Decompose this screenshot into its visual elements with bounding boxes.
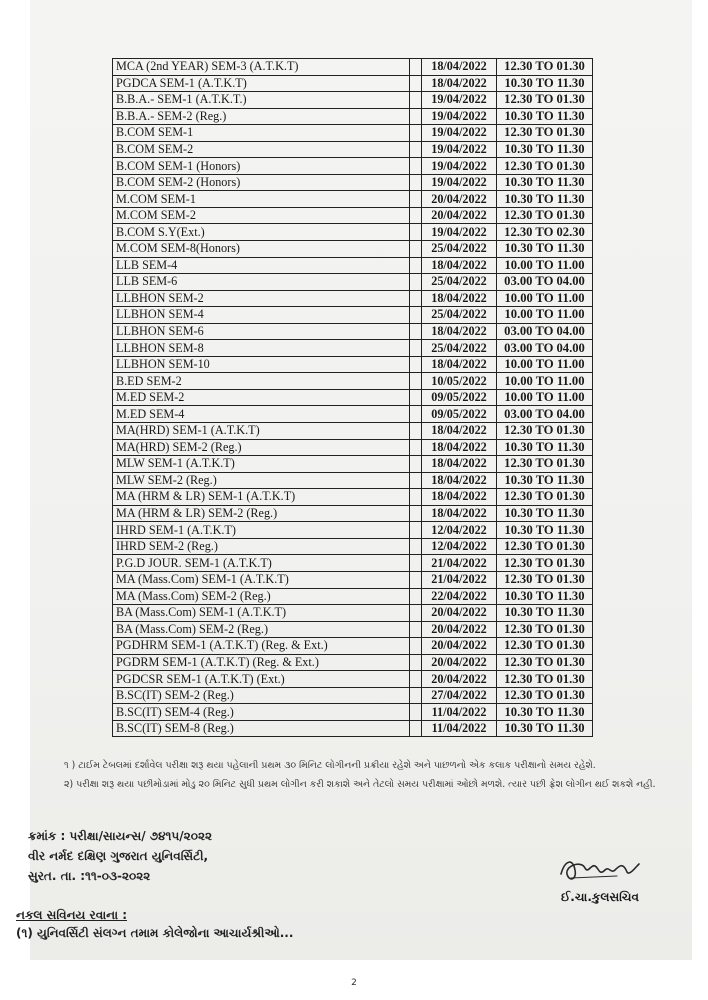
table-row [113, 356, 593, 373]
signature-icon [555, 852, 645, 886]
exam-date: 18/04/2022 [422, 257, 497, 274]
course-name: MLW SEM-2 (Reg.) [113, 472, 410, 489]
exam-time: 12.30 TO 01.30 [497, 489, 593, 506]
note-2: ૨) પરીક્ષા શરૂ થયા પછીમોડામાં મોડુ ૨૦ મિનિટ સુધી પ્રથમ લોગીન કરી શકાશે અને તેટલો સમય પરીક્ષામાં ઓછો મળશે. ત્યાર પછી ફ્રેશ લોગીન થઈ શકશે નહી. [64, 779, 656, 790]
column-spacer [410, 108, 422, 125]
exam-time: 10.30 TO 11.30 [497, 108, 593, 125]
exam-time: 10.30 TO 11.30 [497, 588, 593, 605]
table-row [113, 704, 593, 721]
exam-time: 10.30 TO 11.30 [497, 605, 593, 622]
exam-time: 10.00 TO 11.00 [497, 290, 593, 307]
column-spacer [410, 555, 422, 572]
exam-time: 12.30 TO 01.30 [497, 125, 593, 142]
course-name: IHRD SEM-2 (Reg.) [113, 538, 410, 555]
exam-date: 25/04/2022 [422, 307, 497, 324]
table-row [113, 340, 593, 357]
column-spacer [410, 59, 422, 76]
table-row [113, 687, 593, 704]
course-name: IHRD SEM-1 (A.T.K.T) [113, 522, 410, 539]
column-spacer [410, 373, 422, 390]
column-spacer [410, 538, 422, 555]
exam-date: 18/04/2022 [422, 489, 497, 506]
exam-time: 10.30 TO 11.30 [497, 174, 593, 191]
exam-time: 03.00 TO 04.00 [497, 406, 593, 423]
exam-time: 10.30 TO 11.30 [497, 75, 593, 92]
exam-time: 12.30 TO 01.30 [497, 207, 593, 224]
exam-date: 19/04/2022 [422, 224, 497, 241]
column-spacer [410, 704, 422, 721]
table-row [113, 158, 593, 175]
exam-date: 18/04/2022 [422, 439, 497, 456]
exam-date: 20/04/2022 [422, 621, 497, 638]
course-name: P.G.D JOUR. SEM-1 (A.T.K.T) [113, 555, 410, 572]
table-row [113, 522, 593, 539]
table-row [113, 174, 593, 191]
table-row [113, 489, 593, 506]
exam-time: 12.30 TO 01.30 [497, 538, 593, 555]
reference-block [28, 826, 212, 886]
exam-date: 25/04/2022 [422, 274, 497, 291]
exam-time: 12.30 TO 01.30 [497, 654, 593, 671]
table-row [113, 389, 593, 406]
exam-time: 12.30 TO 01.30 [497, 59, 593, 76]
exam-date: 21/04/2022 [422, 555, 497, 572]
exam-time: 10.00 TO 11.00 [497, 257, 593, 274]
course-name: B.COM SEM-1 (Honors) [113, 158, 410, 175]
exam-date: 18/04/2022 [422, 75, 497, 92]
exam-date: 18/04/2022 [422, 472, 497, 489]
column-spacer [410, 125, 422, 142]
course-name: PGDRM SEM-1 (A.T.K.T) (Reg. & Ext.) [113, 654, 410, 671]
table-row [113, 207, 593, 224]
course-name: PGDCSR SEM-1 (A.T.K.T) (Ext.) [113, 671, 410, 688]
exam-time: 12.30 TO 01.30 [497, 571, 593, 588]
exam-date: 20/04/2022 [422, 605, 497, 622]
exam-date: 18/04/2022 [422, 356, 497, 373]
table-row [113, 224, 593, 241]
table-row [113, 191, 593, 208]
exam-date: 20/04/2022 [422, 638, 497, 655]
exam-date: 19/04/2022 [422, 108, 497, 125]
exam-date: 19/04/2022 [422, 158, 497, 175]
copy-to-block [16, 906, 293, 942]
table-row [113, 538, 593, 555]
exam-time: 03.00 TO 04.00 [497, 323, 593, 340]
exam-time: 10.00 TO 11.00 [497, 389, 593, 406]
exam-date: 18/04/2022 [422, 59, 497, 76]
course-name: M.ED SEM-4 [113, 406, 410, 423]
exam-time: 12.30 TO 01.30 [497, 687, 593, 704]
course-name: BA (Mass.Com) SEM-1 (A.T.K.T) [113, 605, 410, 622]
column-spacer [410, 356, 422, 373]
column-spacer [410, 654, 422, 671]
table-row [113, 141, 593, 158]
course-name: MLW SEM-1 (A.T.K.T) [113, 456, 410, 473]
column-spacer [410, 406, 422, 423]
column-spacer [410, 191, 422, 208]
exam-time: 03.00 TO 04.00 [497, 340, 593, 357]
table-row [113, 654, 593, 671]
table-row [113, 720, 593, 737]
table-row [113, 571, 593, 588]
table-row [113, 290, 593, 307]
column-spacer [410, 505, 422, 522]
column-spacer [410, 141, 422, 158]
exam-time: 12.30 TO 01.30 [497, 555, 593, 572]
column-spacer [410, 207, 422, 224]
column-spacer [410, 274, 422, 291]
exam-time: 10.30 TO 11.30 [497, 439, 593, 456]
table-row [113, 588, 593, 605]
course-name: B.SC(IT) SEM-2 (Reg.) [113, 687, 410, 704]
table-row [113, 323, 593, 340]
course-name: MA(HRD) SEM-2 (Reg.) [113, 439, 410, 456]
column-spacer [410, 307, 422, 324]
column-spacer [410, 290, 422, 307]
table-row [113, 555, 593, 572]
column-spacer [410, 571, 422, 588]
exam-date: 11/04/2022 [422, 720, 497, 737]
table-row [113, 456, 593, 473]
column-spacer [410, 456, 422, 473]
exam-time: 03.00 TO 04.00 [497, 274, 593, 291]
course-name: MA (Mass.Com) SEM-1 (A.T.K.T) [113, 571, 410, 588]
course-name: B.B.A.- SEM-2 (Reg.) [113, 108, 410, 125]
exam-time: 12.30 TO 01.30 [497, 158, 593, 175]
course-name: PGDCA SEM-1 (A.T.K.T) [113, 75, 410, 92]
exam-date: 18/04/2022 [422, 456, 497, 473]
exam-time: 12.30 TO 01.30 [497, 92, 593, 109]
column-spacer [410, 621, 422, 638]
course-name: M.COM SEM-8(Honors) [113, 241, 410, 258]
exam-date: 19/04/2022 [422, 174, 497, 191]
table-row [113, 92, 593, 109]
exam-date: 18/04/2022 [422, 505, 497, 522]
column-spacer [410, 720, 422, 737]
table-row [113, 75, 593, 92]
course-name: M.COM SEM-2 [113, 207, 410, 224]
course-name: LLB SEM-6 [113, 274, 410, 291]
exam-date: 25/04/2022 [422, 241, 497, 258]
exam-time: 12.30 TO 01.30 [497, 621, 593, 638]
exam-date: 11/04/2022 [422, 704, 497, 721]
table-row [113, 638, 593, 655]
exam-date: 27/04/2022 [422, 687, 497, 704]
column-spacer [410, 224, 422, 241]
signatory-title: ઈ.ચા.કુલસચિવ [561, 890, 639, 904]
course-name: PGDHRM SEM-1 (A.T.K.T) (Reg. & Ext.) [113, 638, 410, 655]
exam-date: 20/04/2022 [422, 191, 497, 208]
table-row [113, 423, 593, 440]
exam-time: 12.30 TO 01.30 [497, 671, 593, 688]
exam-date: 18/04/2022 [422, 290, 497, 307]
course-name: B.COM S.Y(Ext.) [113, 224, 410, 241]
column-spacer [410, 241, 422, 258]
reference-number: ક્રમાંક : પરીક્ષા/સાયન્સ/ ૭૪૧૫/૨૦૨૨ [28, 829, 213, 843]
course-name: LLB SEM-4 [113, 257, 410, 274]
column-spacer [410, 389, 422, 406]
exam-time: 10.30 TO 11.30 [497, 720, 593, 737]
page-number: 2 [351, 978, 357, 988]
column-spacer [410, 439, 422, 456]
course-name: B.B.A.- SEM-1 (A.T.K.T.) [113, 92, 410, 109]
exam-date: 20/04/2022 [422, 654, 497, 671]
course-name: B.COM SEM-1 [113, 125, 410, 142]
course-name: LLBHON SEM-4 [113, 307, 410, 324]
exam-date: 09/05/2022 [422, 406, 497, 423]
exam-time: 10.30 TO 11.30 [497, 191, 593, 208]
exam-date: 20/04/2022 [422, 671, 497, 688]
column-spacer [410, 158, 422, 175]
table-row [113, 274, 593, 291]
column-spacer [410, 92, 422, 109]
table-row [113, 257, 593, 274]
course-name: MA (HRM & LR) SEM-1 (A.T.K.T) [113, 489, 410, 506]
column-spacer [410, 522, 422, 539]
exam-date: 12/04/2022 [422, 538, 497, 555]
exam-date: 12/04/2022 [422, 522, 497, 539]
exam-date: 18/04/2022 [422, 423, 497, 440]
table-row [113, 505, 593, 522]
table-row [113, 373, 593, 390]
column-spacer [410, 605, 422, 622]
exam-time: 10.30 TO 11.30 [497, 505, 593, 522]
exam-date: 18/04/2022 [422, 323, 497, 340]
exam-notes [64, 758, 684, 796]
column-spacer [410, 687, 422, 704]
course-name: BA (Mass.Com) SEM-2 (Reg.) [113, 621, 410, 638]
exam-date: 20/04/2022 [422, 207, 497, 224]
column-spacer [410, 75, 422, 92]
course-name: B.COM SEM-2 [113, 141, 410, 158]
exam-date: 19/04/2022 [422, 125, 497, 142]
course-name: B.COM SEM-2 (Honors) [113, 174, 410, 191]
column-spacer [410, 588, 422, 605]
course-name: MCA (2nd YEAR) SEM-3 (A.T.K.T) [113, 59, 410, 76]
exam-time: 10.00 TO 11.00 [497, 307, 593, 324]
exam-time: 10.30 TO 11.30 [497, 141, 593, 158]
exam-time: 10.30 TO 11.30 [497, 522, 593, 539]
exam-time: 10.30 TO 11.30 [497, 472, 593, 489]
reference-date: સુરત. તા. :૧૧-૦૩-૨૦૨૨ [28, 869, 151, 883]
exam-date: 19/04/2022 [422, 92, 497, 109]
university-name: વીર નર્મદ દક્ષિણ ગુજરાત યુનિવર્સિટી, [28, 849, 209, 863]
exam-date: 25/04/2022 [422, 340, 497, 357]
column-spacer [410, 323, 422, 340]
table-row [113, 605, 593, 622]
course-name: MA (HRM & LR) SEM-2 (Reg.) [113, 505, 410, 522]
column-spacer [410, 257, 422, 274]
column-spacer [410, 340, 422, 357]
table-row [113, 59, 593, 76]
course-name: B.ED SEM-2 [113, 373, 410, 390]
table-row [113, 472, 593, 489]
course-name: M.COM SEM-1 [113, 191, 410, 208]
column-spacer [410, 671, 422, 688]
course-name: MA (Mass.Com) SEM-2 (Reg.) [113, 588, 410, 605]
column-spacer [410, 174, 422, 191]
table-row [113, 671, 593, 688]
note-1: ૧ ) ટાઈમ ટેબલમાં દર્શાવેલ પરીક્ષા શરૂ થયા પહેલાની પ્રથમ ૩૦ મિનિટ લોગીનની પ્રક્રીયા રહેશે અને પાછળનો એક કલાક પરીક્ષાનો સમય રહેશે. [64, 760, 596, 771]
exam-time: 12.30 TO 01.30 [497, 456, 593, 473]
exam-time: 12.30 TO 01.30 [497, 638, 593, 655]
exam-time: 10.00 TO 11.00 [497, 373, 593, 390]
exam-time: 12.30 TO 01.30 [497, 423, 593, 440]
course-name: B.SC(IT) SEM-4 (Reg.) [113, 704, 410, 721]
copy-to-item: (૧) યુનિવર્સિટી સંલગ્ન તમામ કોલેજોના આચાર્યશ્રીઓ... [16, 926, 294, 940]
column-spacer [410, 638, 422, 655]
course-name: LLBHON SEM-10 [113, 356, 410, 373]
column-spacer [410, 489, 422, 506]
column-spacer [410, 472, 422, 489]
table-row [113, 406, 593, 423]
course-name: LLBHON SEM-2 [113, 290, 410, 307]
exam-date: 19/04/2022 [422, 141, 497, 158]
exam-time: 10.00 TO 11.00 [497, 356, 593, 373]
exam-timetable [112, 58, 593, 737]
course-name: B.SC(IT) SEM-8 (Reg.) [113, 720, 410, 737]
table-row [113, 108, 593, 125]
exam-date: 10/05/2022 [422, 373, 497, 390]
table-row [113, 125, 593, 142]
table-row [113, 439, 593, 456]
table-row [113, 241, 593, 258]
course-name: LLBHON SEM-6 [113, 323, 410, 340]
course-name: M.ED SEM-2 [113, 389, 410, 406]
signature-block [520, 852, 680, 905]
table-row [113, 307, 593, 324]
exam-date: 21/04/2022 [422, 571, 497, 588]
exam-time: 12.30 TO 02.30 [497, 224, 593, 241]
course-name: MA(HRD) SEM-1 (A.T.K.T) [113, 423, 410, 440]
course-name: LLBHON SEM-8 [113, 340, 410, 357]
exam-time: 10.30 TO 11.30 [497, 704, 593, 721]
exam-time: 10.30 TO 11.30 [497, 241, 593, 258]
exam-date: 22/04/2022 [422, 588, 497, 605]
table-row [113, 621, 593, 638]
exam-date: 09/05/2022 [422, 389, 497, 406]
copy-to-title: નકલ સવિનય રવાના : [16, 908, 127, 922]
column-spacer [410, 423, 422, 440]
